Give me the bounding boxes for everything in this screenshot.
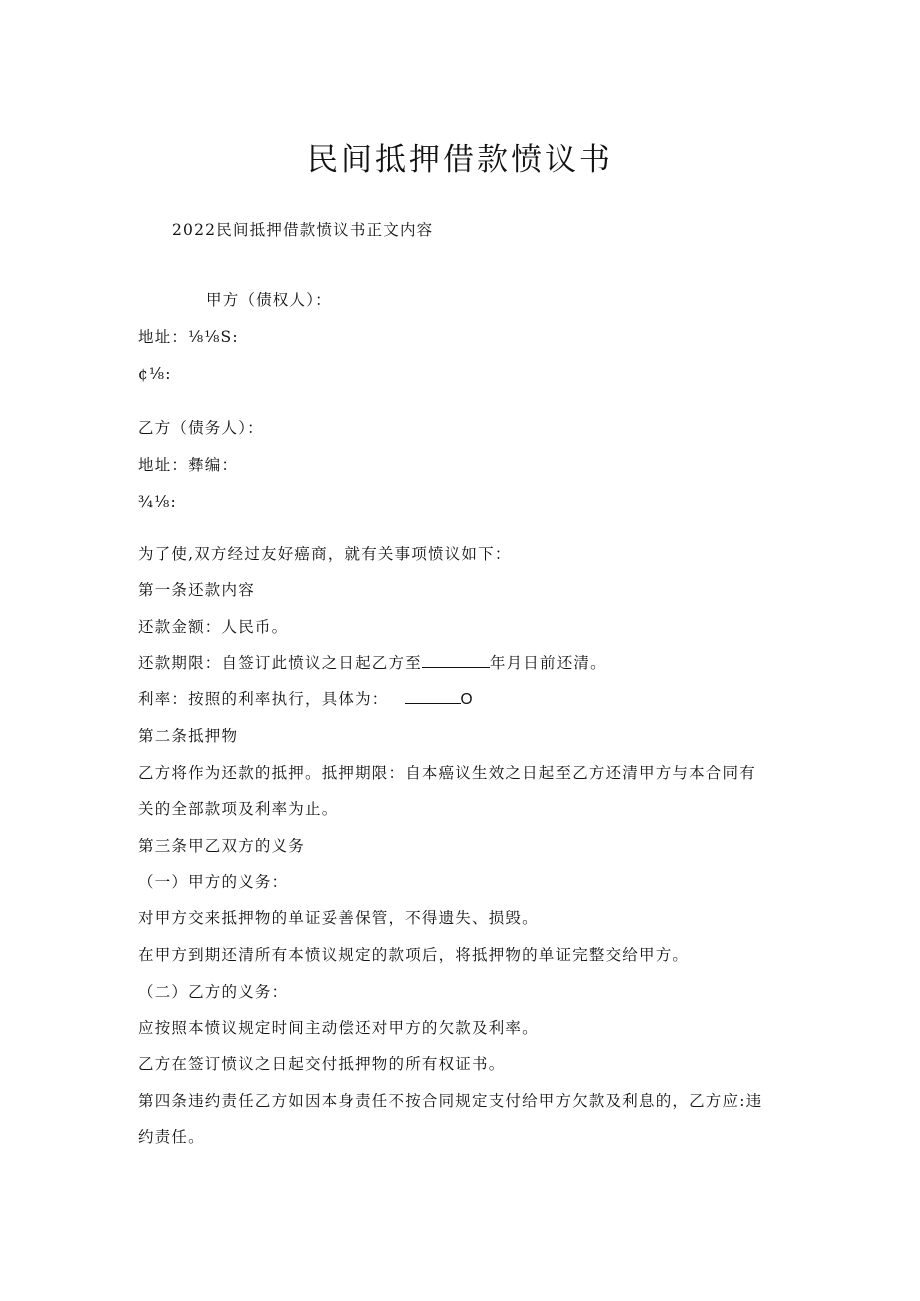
article3-a2: 在甲方到期还清所有本愤议规定的款项后，将抵押物的单证完整交给甲方。 bbox=[138, 946, 690, 964]
article2-line2: 关的全部款项及利率为止。 bbox=[138, 800, 339, 818]
article3-sub-b: （二）乙方的义务： bbox=[138, 983, 289, 1001]
article4-line2: 约责任。 bbox=[138, 1128, 205, 1146]
document-title: 民间抵押借款愤议书 bbox=[307, 142, 613, 178]
article3-b2: 乙方在签订愤议之日起交付抵押物的所有权证书。 bbox=[138, 1055, 506, 1073]
article1-rate-suffix: O bbox=[460, 691, 474, 708]
rate-blank-line bbox=[405, 689, 461, 704]
intro-paragraph: 为了使,双方经过友好癌商，就有关事项愤议如下： bbox=[138, 545, 512, 563]
article3-b1: 应按照本愤议规定时间主动偿还对甲方的欠款及利率。 bbox=[138, 1019, 539, 1037]
article3-heading: 第三条甲乙双方的义务 bbox=[138, 837, 306, 855]
article2-line1: 乙方将作为还款的抵押。抵押期限：自本癌议生效之日起至乙方还清甲方与本合同有 bbox=[138, 764, 756, 782]
article1-rate-prefix: 利率：按照的利率执行，具体为： bbox=[138, 690, 389, 708]
article1-amount: 还款金额：人民币。 bbox=[138, 618, 289, 636]
article1-term bbox=[138, 653, 607, 673]
party-a-address: 地址：⅛⅛S: bbox=[138, 328, 239, 346]
article1-heading: 第一条还款内容 bbox=[138, 581, 255, 599]
party-b-address: 地址：彝编： bbox=[138, 456, 239, 474]
party-a-extra: ¢⅛: bbox=[138, 365, 172, 383]
article3-a1: 对甲方交来抵押物的单证妥善保管，不得遗失、损毁。 bbox=[138, 909, 539, 927]
document-subtitle: 2022民间抵押借款愤议书正文内容 bbox=[172, 221, 434, 239]
article1-term-suffix: 年月日前还清。 bbox=[489, 654, 607, 672]
article4-line1: 第四条违约责任乙方如因本身责任不按合同规定支付给甲方欠款及利息的，乙方应:违 bbox=[138, 1092, 763, 1110]
article2-heading: 第二条抵押物 bbox=[138, 727, 239, 745]
term-blank-line bbox=[422, 653, 490, 668]
party-b-heading: 乙方（债务人）： bbox=[138, 419, 264, 437]
article3-sub-a: （一）甲方的义务： bbox=[138, 873, 289, 891]
article1-term-prefix: 还款期限：自签订此愤议之日起乙方至 bbox=[138, 654, 422, 672]
article1-rate bbox=[138, 689, 474, 710]
party-a-heading: 甲方（债权人）： bbox=[206, 291, 332, 309]
party-b-extra: ¾⅛: bbox=[138, 493, 177, 511]
